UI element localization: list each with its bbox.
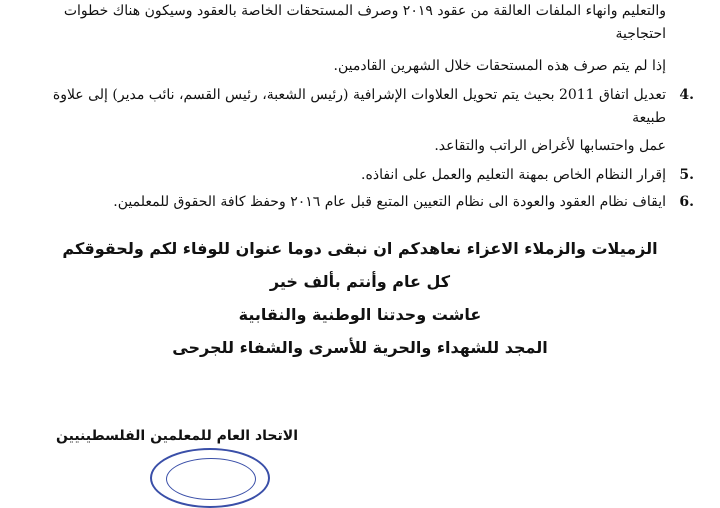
closing-line-unity: عاشت وحدتنا الوطنية والنقابية <box>238 305 482 324</box>
list-item <box>26 191 694 214</box>
closing-line-glory: المجد للشهداء والحرية للأسرى والشفاء للجرحى <box>172 338 548 357</box>
list-item <box>26 164 694 187</box>
list-item-line: تعديل اتفاق 2011 بحيث يتم تحويل العلاوات الإشرافية (رئيس الشعبة، رئيس القسم، نائب مدير) إلى علاوة طبيعة <box>52 87 666 126</box>
closing-statement <box>0 232 720 364</box>
signature-organization: الاتحاد العام للمعلمين الفلسطينيين <box>56 428 298 444</box>
list-item-text <box>26 191 666 214</box>
list-item-line: إقرار النظام الخاص بمهنة التعليم والعمل على انفاذه. <box>361 167 666 183</box>
list-item-number: .4 <box>679 87 694 103</box>
stamp-icon <box>150 448 270 508</box>
stamp-inner-ring <box>166 458 256 500</box>
list-item <box>26 84 694 158</box>
list-item-line: والتعليم وانهاء الملفات العالقة من عقود ٢٠١٩ وصرف المستحقات الخاصة بالعقود وسيكون هناك خطوات احتجاجية <box>63 3 666 42</box>
list-item <box>26 0 694 78</box>
list-item-line: إذا لم يتم صرف هذه المستحقات خلال الشهرين القادمين. <box>333 58 666 74</box>
list-item-text <box>26 84 666 158</box>
closing-line-pledge: الزميلات والزملاء الاعزاء نعاهدكم ان نبقى دوما عنوان للوفاء لكم ولحقوقكم <box>62 239 658 258</box>
closing-line-greeting: كل عام وأنتم بألف خير <box>269 272 451 291</box>
list-item-number: .6 <box>679 194 694 210</box>
demands-list <box>26 0 694 218</box>
list-item-number: .5 <box>679 167 694 183</box>
list-item-line: عمل واحتسابها لأغراض الراتب والتقاعد. <box>434 138 666 154</box>
list-item-text <box>26 0 666 78</box>
list-item-line: ايقاف نظام العقود والعودة الى نظام التعيين المتبع قبل عام ٢٠١٦ وحفظ كافة الحقوق للمعلمين. <box>113 194 666 210</box>
list-item-text <box>26 164 666 187</box>
